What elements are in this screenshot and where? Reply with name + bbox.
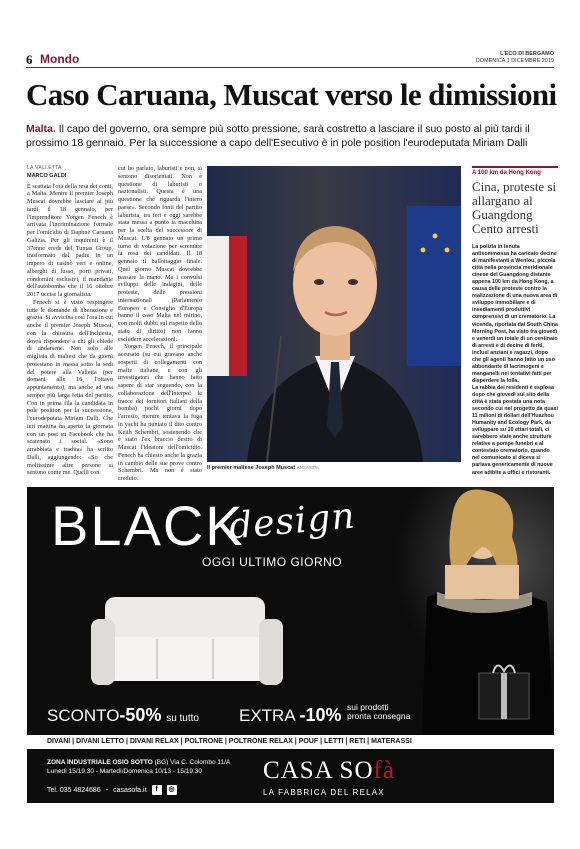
article-paragraph: Yorgen Fenech, il principale accusato (su cui gravano anche sospetti di collegamenti con mafie italiane, e con gli investigatori che hanno fatto sapere di star seguendo, con la collaborazione dell'Interpol le tracce dei fornitori italiani della bomba) pochi giorni dopo l'arresto, mentre tentava la fuga in yacht ha puntato il dito contro Keith Schembri, sostenendo che è stato l'ex braccio destro di Muscat l'ideatore dell'omicidio. Fenech ha chiesto anche la grazia in cambio delle sue prove contro Schembri. Ma non è stato creduto.: [118, 343, 202, 482]
ad-title-design: design: [227, 495, 358, 548]
standfirst-kicker: Malta.: [26, 123, 56, 135]
sidebar-title: Cina, proteste si allargano al Guangdong Cento arresti: [472, 179, 557, 236]
ad-title-black: BLACK: [51, 494, 245, 557]
article-column-1: [27, 165, 113, 477]
standfirst-text: Il capo del governo, ora sempre più sotto pressione, sarà costretto a lasciare il suo posto al più tardi il prossimo 18 gennaio. Per la successione a capo dell'Esecutivo è in pole position l'eurodeputata Miriam Dalli: [26, 123, 530, 149]
address-area: ZONA INDUSTRIALE OSIO SOTTO: [47, 759, 153, 766]
sidebar-article: [472, 166, 558, 477]
page-number: 6: [26, 52, 33, 67]
extra-value: -10%: [299, 705, 342, 725]
ad-extra-note: [347, 703, 410, 721]
sidebar-paragraph: La polizia in tenuta antisommossa ha caricato decine di manifestanti a Wenlou, piccola città nella provincia meridionale cinese del Guangdong distante appena 100 km da Hong Kong, a causa delle proteste contro la realizzazione di una nuova area di sviluppo immobiliare e di insediamenti produttivi comprensivi di un crematorio. La vicenda, riportata dal South China Morning Post, ha visto tra giovedì e venerdì un totale di un centinaio di arresti e di decine di feriti, inclusi anziani e ragazzi, dopo che gli agenti hanno fatto un uso abbondante di lacrimogeni e manganelli nei tentativi fatti per disperdere la folla.: [472, 244, 558, 384]
separator: -: [105, 786, 109, 794]
photo-credit: ANSA/EPA: [296, 465, 319, 470]
opening-hours: Lunedì 15/19.30 - Martedì/Domenica 10/13 - 15/19.30: [47, 768, 203, 775]
advertisement[interactable]: [27, 487, 554, 803]
facebook-icon[interactable]: f: [152, 785, 162, 795]
article-paragraph: Fenech si è visto respingere tutte le domande di liberazione e grazia. Si avvicina così l'ora in cui anche il premier Joseph Muscat, con la chiusura dell'inchiesta, dovrà rispondere a chi gli chiede di andarsene. Non solo alle migliaia di maltesi che da giorni protestano in massa sotto la sedi del potere alla Valletta (per domani alle 16, l'ottavo appuntamento), ma anche ad una sempre più larga fetta del partito. Con in prima fila la candidata in pole position per la successione, l'eurodeputata Miriam Dalli. Che ieri mattina ha aperto la giornata con un post su Facebook che ha scatenato i social. «Sono arrabbiata e tradita» ha scritto Dalli, aggiungendo: «So che moltissime altre persone si sentono come me. Quelli con: [27, 298, 113, 477]
portrait-illustration: [207, 166, 461, 462]
extra-note-line-1: sui prodotti: [347, 702, 389, 712]
ad-contacts: [47, 785, 177, 795]
brand-accent: fà: [373, 757, 395, 784]
page-header: [26, 52, 554, 68]
discount-suffix: su tutto: [166, 713, 199, 724]
article-column-2: [118, 165, 202, 483]
article-paragraph: È scattata l'ora della resa dei conti, a Malta. Mentre il premier Joseph Muscat dovrebbe lasciare al più tardi il 18 gennaio, per l'imprenditore Yorgen Fenech è arrivata l'incriminazione formale per l'omicidio di Daphne Caruana Galizia. Per gli inquirenti è il 37enne erede del Tumas Group, trasformato dal padre in un impero di casinò veri e online, alberghi di lusso, porti privati, condomini esclusivi, il mandante dell'autobomba che il 16 ottobre 2017 uccise la giornalista.: [27, 182, 113, 298]
photo-caption-text: Il premier maltese Joseph Muscat: [207, 465, 296, 471]
brand-name: CASA SO: [263, 757, 374, 784]
dateline: LA VALLETTA: [27, 165, 62, 171]
publication-date: DOMENICA 1 DICEMBRE 2019: [475, 58, 554, 64]
ad-discount-extra: [239, 705, 342, 726]
publication-name: L'ECO DI BERGAMO: [500, 51, 554, 57]
sidebar-body: [472, 244, 558, 477]
headline: Caso Caruana, Muscat verso le dimissioni: [26, 77, 557, 112]
section-label: Mondo: [40, 52, 80, 66]
discount-value: -50%: [119, 705, 162, 725]
ad-discount-main: [47, 705, 199, 726]
instagram-icon[interactable]: ◎: [168, 786, 175, 793]
standfirst: [26, 123, 554, 150]
website-link[interactable]: casasofa.it: [113, 786, 147, 794]
phone-number: Tel. 035 4824686: [47, 786, 101, 794]
sidebar-paragraph: La rabbia dei residenti è esplosa dopo che giovedì sul sito della città è stata postata una nota secondo cui nel progetto da quasi 11 milioni di dollari dell'Huazhou Humanity and Ecology Park, da sviluppare su 10 ettari totali, ci sarebbero state anche strutture relative a pompe funebri e al contestato crematorio, quando nel comunicato si diceva si parlava genericamente di nuove aree adibite a uffici e ristoranti.: [472, 384, 558, 476]
brand-tagline: LA FABBRICA DEL RELAX: [263, 788, 385, 797]
brand-logo: [263, 757, 395, 785]
sidebar-kicker: A 100 km da Hong Kong: [472, 166, 558, 176]
article-paragraph: cui ho parlato, laburisti e non, si sentono disorientati. Non è questione di laburisti o nazionalisti. Questa è una questione che riguarda l'intero paese». Secondo fonti del partito laburista, tra ieri e oggi sarebbe stata messa a punto la macchina per la scelta del successore di Muscat. L'8 gennaio un primo turno di votazione per scremare la rosa dei candidati. Il 18 gennaio il ballottaggio finale. Quel giorno Muscat dovrebbe passare la mano. Ma i convulsi sviluppi delle indagini, delle proteste, delle pressioni internazionali (Parlamento Europeo e Consiglio d'Europa hanno il caso Malta nel mirino, con molti dubbi sul rispetto dello stato di diritto) non fanno escludere accelerazioni.: [118, 165, 202, 343]
discount-label: SCONTO: [47, 706, 120, 725]
extra-label: EXTRA: [239, 706, 295, 725]
ad-subtitle: OGGI ULTIMO GIORNO: [202, 555, 343, 569]
address-street: (BG) Via C. Colombo 11/A: [154, 759, 231, 766]
masthead: [476, 51, 554, 65]
photo-caption: [207, 465, 461, 471]
byline: MARCO GALDI: [27, 172, 67, 179]
extra-note-line-2: pronta consegna: [347, 711, 411, 721]
ad-product-categories: DIVANI | DIVANI LETTO | DIVANI RELAX | POLTRONE | POLTRONE RELAX | POUF | LETTI | RETI | MATERASSI: [27, 735, 554, 749]
article-photo: [207, 166, 461, 462]
ad-address: [47, 758, 230, 776]
